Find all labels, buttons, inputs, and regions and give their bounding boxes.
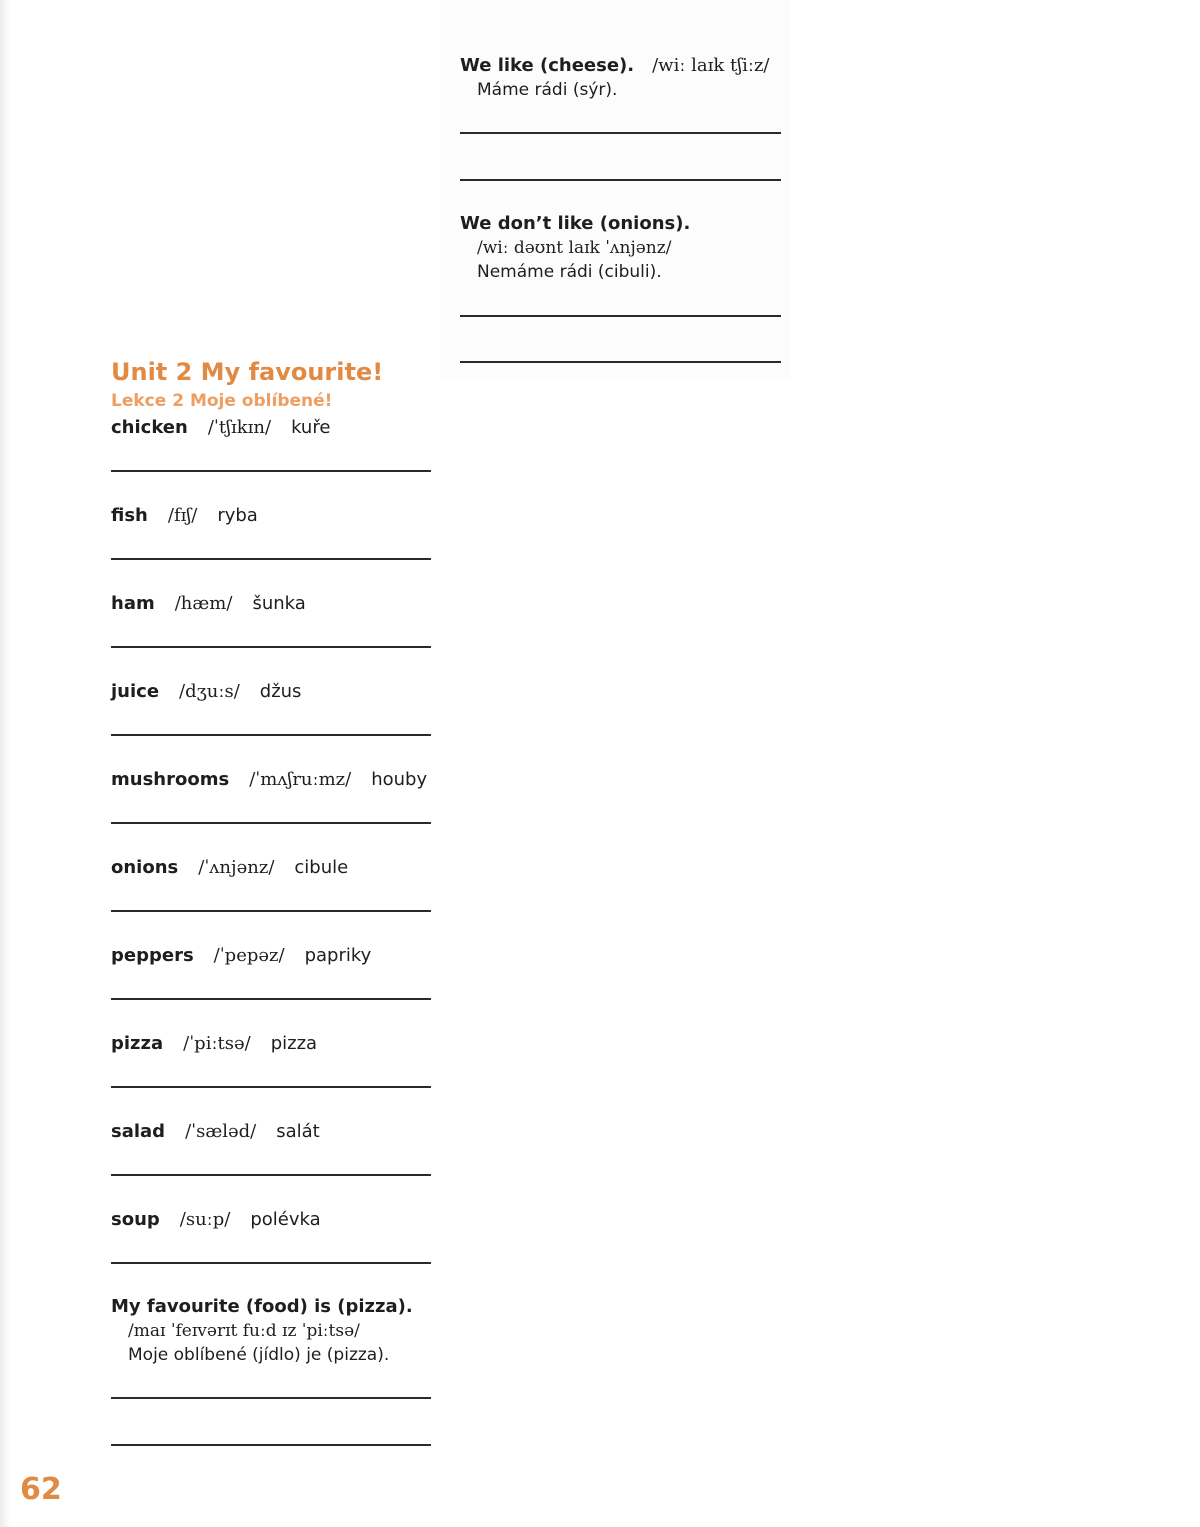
vocab-word: salad <box>111 1121 166 1142</box>
vocab-translation: kuře <box>291 417 331 438</box>
vocab-entry <box>111 504 441 528</box>
vocab-ipa: /ˈtʃɪkɪn/ <box>207 417 272 438</box>
vocab-entry <box>111 1120 441 1144</box>
vocab-translation: džus <box>259 681 302 702</box>
vocab-ipa: /ˈsæləd/ <box>185 1121 257 1142</box>
vocab-entry <box>111 416 441 440</box>
vocab-entry <box>111 944 441 968</box>
writing-line <box>111 558 431 560</box>
writing-line <box>111 1444 431 1446</box>
vocab-word: peppers <box>111 945 194 966</box>
vocab-translation: houby <box>371 769 428 790</box>
phrase-we-like <box>460 54 790 102</box>
vocab-entry <box>111 1032 441 1056</box>
unit-title: Unit 2 My favourite! <box>111 358 384 386</box>
vocab-word: chicken <box>111 417 188 438</box>
vocab-ipa: /hæm/ <box>174 593 233 614</box>
phrase-english: My favourite (food) is (pizza). <box>111 1296 413 1317</box>
vocab-translation: šunka <box>252 593 306 614</box>
writing-line <box>111 910 431 912</box>
writing-line <box>111 470 431 472</box>
vocab-entry <box>111 1208 441 1232</box>
vocab-ipa: /ˈpepəz/ <box>213 945 285 966</box>
writing-line <box>460 361 781 363</box>
writing-line <box>111 734 431 736</box>
writing-line <box>111 1262 431 1264</box>
vocab-ipa: /ˈpiːtsə/ <box>183 1033 251 1054</box>
vocab-translation: papriky <box>304 945 372 966</box>
page-number: 62 <box>20 1472 62 1507</box>
vocab-word: pizza <box>111 1033 164 1054</box>
vocab-translation: pizza <box>270 1033 318 1054</box>
vocab-word: fish <box>111 505 148 526</box>
phrase-czech: Máme rádi (sýr). <box>477 80 618 100</box>
writing-line <box>111 646 431 648</box>
writing-line <box>111 998 431 1000</box>
vocab-entry <box>111 856 441 880</box>
page-edge-shadow <box>0 0 10 1527</box>
vocab-ipa: /ˈʌnjənz/ <box>198 857 275 878</box>
writing-line <box>111 822 431 824</box>
phrase-czech: Moje oblíbené (jídlo) je (pizza). <box>128 1345 390 1365</box>
vocab-word: ham <box>111 593 155 614</box>
vocab-ipa: /fɪʃ/ <box>167 505 198 526</box>
writing-line <box>111 1174 431 1176</box>
vocab-word: mushrooms <box>111 769 230 790</box>
vocab-entry <box>111 768 441 792</box>
vocab-translation: ryba <box>217 505 258 526</box>
vocab-translation: salát <box>276 1121 320 1142</box>
vocab-word: onions <box>111 857 179 878</box>
vocab-ipa: /suːp/ <box>179 1209 231 1230</box>
phrase-we-dont-like <box>460 212 790 284</box>
writing-line <box>460 315 781 317</box>
writing-line <box>111 1086 431 1088</box>
vocab-ipa: /dʒuːs/ <box>179 681 240 702</box>
vocab-translation: cibule <box>294 857 349 878</box>
phrase-czech: Nemáme rádi (cibuli). <box>477 262 662 282</box>
vocab-translation: polévka <box>250 1209 321 1230</box>
phrase-ipa: /wiː laɪk tʃiːz/ <box>652 55 770 76</box>
writing-line <box>111 1397 431 1399</box>
vocab-word: soup <box>111 1209 160 1230</box>
phrase-ipa: /maɪ ˈfeɪvərɪt fuːd ɪz ˈpiːtsə/ <box>128 1321 360 1341</box>
vocab-entry <box>111 592 441 616</box>
phrase-my-favourite <box>111 1295 441 1367</box>
phrase-ipa: /wiː dəʊnt laɪk ˈʌnjənz/ <box>477 238 672 258</box>
phrase-english: We like (cheese). <box>460 55 635 76</box>
vocab-entry <box>111 680 441 704</box>
writing-line <box>460 179 781 181</box>
vocab-word: juice <box>111 681 160 702</box>
unit-subtitle: Lekce 2 Moje oblíbené! <box>111 391 333 411</box>
phrase-english: We don’t like (onions). <box>460 213 691 234</box>
vocab-ipa: /ˈmʌʃruːmz/ <box>249 769 352 790</box>
writing-line <box>460 132 781 134</box>
